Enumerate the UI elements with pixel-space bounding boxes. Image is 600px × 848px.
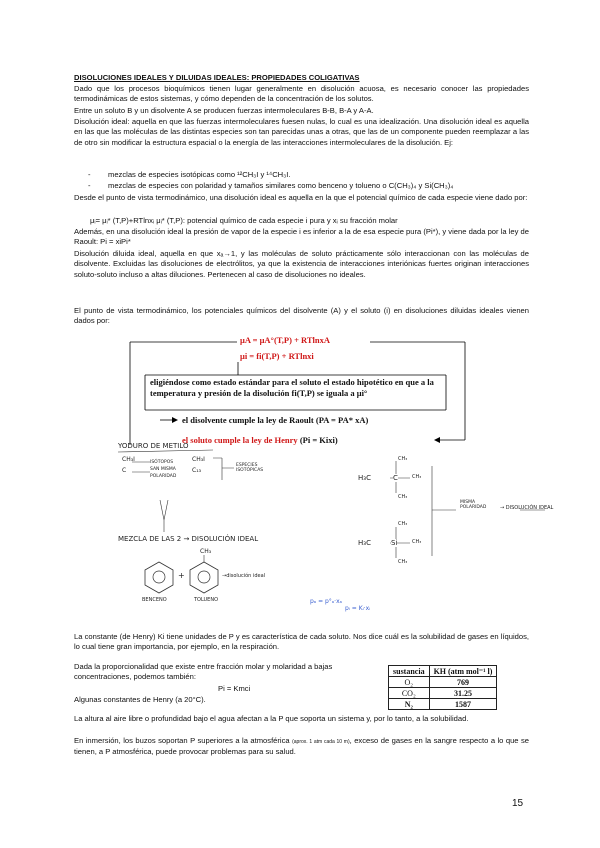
- thermo-definition: Desde el punto de vista termodinámico, una disolución ideal es aquella en la que el potencial químico de cada especie viene dado por:: [74, 193, 528, 202]
- bullet-polarity: mezclas de especies con polaridad y tamaños similares como benceno y tolueno o C(CH₃)₄ y Si(CH₃)₄: [108, 181, 454, 190]
- table-cell: O₂: [389, 677, 430, 688]
- ch3-right-2: CH₃: [412, 539, 422, 545]
- solute-henry-law: [182, 435, 338, 445]
- proportionality-paragraph: Dada la proporcionalidad que existe entre fracción molar y molaridad a bajas concentraciones, podemos también:: [74, 662, 333, 682]
- note-isotopes: ISÓTOPOS: [150, 460, 174, 465]
- ch3-right-1: CH₃: [412, 474, 422, 480]
- table-cell: 31.25: [429, 688, 497, 699]
- henry-constants-table: [388, 665, 497, 710]
- plus-sign: +: [178, 571, 185, 580]
- altitude-paragraph: La altura al aire libre o profundidad bajo el agua afectan a la P que soporta un sistema y, por lo tanto, a la solubilidad.: [74, 714, 469, 723]
- bullet-dash: -: [88, 170, 91, 179]
- table-header-substance: sustancia: [389, 666, 430, 677]
- solvent-potential-equation: μA = μA°(T,P) + RTlnxA: [240, 335, 331, 345]
- note-mixture: MEZCLA DE LAS 2 → DISOLUCIÓN IDEAL: [118, 535, 259, 543]
- page-title: DISOLUCIONES IDEALES Y DILUIDAS IDEALES: PROPIEDADES COLIGATIVAS: [74, 73, 360, 82]
- henry-table-caption: Algunas constantes de Henry (a 20°C).: [74, 695, 206, 704]
- henry-constant-paragraph: La constante (de Henry) Ki tiene unidades de P y es característica de cada soluto. Nos dice cuál es la solubilidad de gases en líquidos, lo cual tiene gran importancia, por ejemplo, en la respiración.: [74, 632, 529, 652]
- note-same: SAN MISMA: [150, 467, 176, 472]
- henry-law-equation: (Pi = Kixi): [299, 435, 338, 445]
- standard-state-box: eligiéndose como estado estándar para el soluto el estado hipotético en que a la temperatura y presión de la disolución fi(T,P) se iguala a μi°: [150, 377, 434, 398]
- page-number: 15: [512, 798, 524, 809]
- note-methyl-iodide: YODURO DE METILO: [118, 442, 189, 450]
- bullet-isotopic: mezclas de especies isotópicas como ¹²CH₃I y ¹⁴CH₃I.: [108, 170, 291, 179]
- note-ch3i-a: CH₃I: [122, 456, 135, 463]
- note-same-polarity: MISMA POLARIDAD: [460, 500, 487, 510]
- note-polarity: POLARIDAD: [150, 474, 177, 479]
- table-row: [389, 688, 497, 699]
- note-toluene: TOLUENO: [194, 597, 219, 603]
- diving-paragraph: [74, 736, 529, 758]
- ideal-definition: Disolución ideal: aquella en que las fuerzas intermoleculares fuesen nulas, lo cual es una idealización. Una disolución ideal es aquella en las que las moléculas de las distintas especies son tan parecidas unas a otras, que las de un componente pueden reemplazar a las de otro sin modificar la estructura espacial o la energía de las interacciones intermoleculares de la disolución. Ej:: [74, 117, 529, 147]
- table-cell: 769: [429, 677, 497, 688]
- table-cell: N₂: [389, 699, 430, 710]
- note-blue-henry: pᵢ = Kᵢ·xᵢ: [345, 605, 371, 612]
- note-benzene: BENCENO: [142, 597, 167, 603]
- note-blue-raoult: pₐ = p°ₐ·xₐ: [310, 598, 342, 605]
- henry-law-label: el soluto cumple la ley de Henry: [182, 435, 298, 445]
- ch3-bottom-1: CH₃: [398, 494, 408, 500]
- diving-text-a: En inmersión, los buzos soportan P superiores a la atmosférica: [74, 736, 290, 745]
- forces-line: Entre un soluto B y un disolvente A se producen fuerzas intermoleculares B-B, B-A y A-A.: [74, 106, 374, 115]
- diving-text-b: , exceso de gases en la sangre respecto a lo que se tienen, a P atmosférica, puede provocar problemas para su salud.: [74, 736, 529, 757]
- solute-potential-equation: μi = fi(T,P) + RTlnxi: [240, 351, 314, 361]
- henry-molarity-equation: Pi = Kmci: [218, 684, 251, 693]
- chemical-potential-formula: μᵢ= μᵢ* (T,P)+RTlnxᵢ μᵢ* (T,P): potencial químico de cada especie i pura y xᵢ su fracción molar: [90, 216, 398, 225]
- raoult-paragraph: Además, en una disolución ideal la presión de vapor de la especie i es inferior a la de esa especie pura (Pi*), y viene dada por la ley de Raoult: Pi = xiPi*: [74, 227, 529, 247]
- note-ideal-solution: → DISOLUCIÓN IDEAL: [500, 505, 554, 511]
- ch3-top-1: CH₃: [398, 456, 408, 462]
- dilute-definition: Disolución diluida ideal, aquella en que xₐ→1, y las moléculas de soluto prácticamente sólo interaccionan con las moléculas de disolvente. Excluidas las disoluciones de electrólitos, ya que la existencia de interacciones interiónicas fuertes originan interacciones soluto-soluto incluso a altas diluciones. Pertenecen al caso de disoluciones no ideales.: [74, 249, 529, 279]
- note-ch3-toluene: CH₃: [200, 548, 212, 555]
- note-c13: C₁₃: [192, 467, 201, 474]
- ch3-bottom-2: CH₃: [398, 559, 408, 565]
- intro-paragraph: Dado que los procesos bioquímicos tienen lugar generalmente en disolución acuosa, es necesario conocer las propiedades termodinámicas de estos sistemas, y cómo dependen de la concentración de los solutos.: [74, 84, 529, 104]
- table-row: [389, 677, 497, 688]
- h3c-2: H₃C: [358, 539, 371, 547]
- table-cell: 1587: [429, 699, 497, 710]
- potentials-intro: El punto de vista termodinámico, los potenciales químicos del disolvente (A) y el soluto (i) en disoluciones diluidas ideales vienen dados por:: [74, 306, 529, 326]
- diving-aside: (aprox. 1 atm cada 10 m): [292, 739, 350, 745]
- note-ch3i-b: CH₃I: [192, 456, 205, 463]
- note-ideal-short: →disolución ideal: [222, 573, 266, 579]
- carbon-atom: C: [393, 474, 398, 482]
- table-cell: CO₂: [389, 688, 430, 699]
- solvent-raoult-law: el disolvente cumple la ley de Raoult (PA = PA* xA): [182, 415, 369, 425]
- table-row: [389, 699, 497, 710]
- note-c-a: C: [122, 467, 127, 474]
- h3c-1: H₃C: [358, 474, 371, 482]
- note-isotopic-species: ESPECIES ISOTÓPICAS: [236, 463, 264, 473]
- silicon-atom: Si: [391, 539, 398, 547]
- table-header-kh: KH (atm mol⁻¹ l): [429, 666, 497, 677]
- bullet-dash: -: [88, 181, 91, 190]
- ch3-top-2: CH₃: [398, 521, 408, 527]
